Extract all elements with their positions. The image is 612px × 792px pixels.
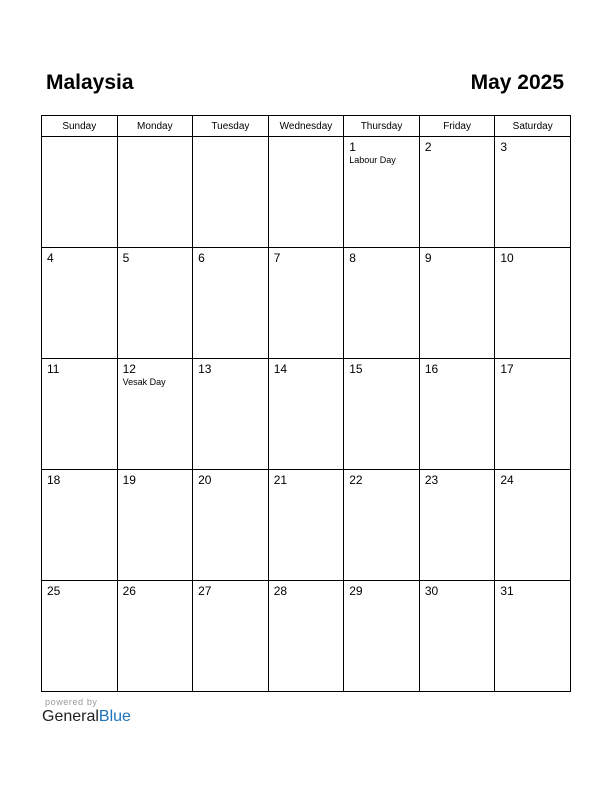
day-number: 2 bbox=[424, 140, 432, 154]
day-number: 3 bbox=[500, 140, 508, 154]
holiday-label: Vesak Day bbox=[122, 377, 166, 387]
day-cell bbox=[42, 470, 118, 581]
week-row bbox=[42, 248, 571, 359]
day-number: 29 bbox=[349, 584, 363, 598]
day-number: 18 bbox=[47, 473, 61, 487]
brand-text-general: General bbox=[42, 708, 99, 725]
day-number: 12 bbox=[122, 362, 136, 376]
day-cell bbox=[495, 248, 571, 359]
week-row bbox=[42, 137, 571, 248]
day-cell bbox=[117, 581, 193, 692]
weekday-header: Friday bbox=[419, 116, 495, 137]
day-cell bbox=[495, 470, 571, 581]
day-cell bbox=[268, 359, 344, 470]
powered-by-label: powered by bbox=[45, 697, 98, 707]
day-cell bbox=[419, 248, 495, 359]
day-number: 22 bbox=[349, 473, 363, 487]
day-number: 13 bbox=[198, 362, 212, 376]
day-number: 5 bbox=[122, 251, 130, 265]
day-cell bbox=[495, 359, 571, 470]
day-cell bbox=[117, 470, 193, 581]
day-number: 11 bbox=[47, 362, 60, 376]
weekday-header: Sunday bbox=[42, 116, 118, 137]
month-year-title: May 2025 bbox=[470, 71, 564, 94]
day-cell bbox=[193, 248, 269, 359]
day-cell bbox=[268, 248, 344, 359]
day-number: 1 bbox=[349, 140, 356, 154]
day-number: 7 bbox=[273, 251, 281, 265]
day-cell bbox=[344, 248, 420, 359]
day-number: 24 bbox=[500, 473, 514, 487]
day-cell bbox=[495, 581, 571, 692]
day-cell bbox=[193, 470, 269, 581]
day-cell bbox=[268, 581, 344, 692]
week-row bbox=[42, 581, 571, 692]
day-number: 19 bbox=[122, 473, 136, 487]
day-number: 31 bbox=[500, 584, 514, 598]
day-number: 25 bbox=[47, 584, 61, 598]
day-cell bbox=[193, 359, 269, 470]
day-cell bbox=[344, 581, 420, 692]
day-cell bbox=[344, 359, 420, 470]
country-title: Malaysia bbox=[46, 71, 134, 94]
day-cell bbox=[193, 581, 269, 692]
day-number: 9 bbox=[424, 251, 432, 265]
weekday-header: Thursday bbox=[344, 116, 420, 137]
day-number: 27 bbox=[198, 584, 212, 598]
day-number: 15 bbox=[349, 362, 363, 376]
weekday-header: Tuesday bbox=[193, 116, 269, 137]
weekday-header: Monday bbox=[117, 116, 193, 137]
day-cell bbox=[419, 581, 495, 692]
day-cell bbox=[193, 137, 269, 248]
day-number: 14 bbox=[273, 362, 288, 376]
day-number: 30 bbox=[424, 584, 439, 598]
day-cell bbox=[42, 248, 118, 359]
weekday-header: Saturday bbox=[495, 116, 571, 137]
day-cell bbox=[268, 137, 344, 248]
day-cell bbox=[495, 137, 571, 248]
day-number: 28 bbox=[273, 584, 288, 598]
day-number: 26 bbox=[122, 584, 136, 598]
day-cell bbox=[419, 470, 495, 581]
week-row bbox=[42, 470, 571, 581]
day-number: 17 bbox=[500, 362, 514, 376]
day-number: 16 bbox=[424, 362, 439, 376]
day-number: 20 bbox=[198, 473, 212, 487]
day-cell bbox=[344, 137, 420, 248]
day-cell bbox=[42, 581, 118, 692]
day-number: 6 bbox=[198, 251, 205, 265]
day-cell bbox=[42, 359, 118, 470]
brand-text-blue: Blue bbox=[98, 708, 131, 725]
day-cell bbox=[117, 359, 193, 470]
day-number: 21 bbox=[273, 473, 288, 487]
weekday-header: Wednesday bbox=[268, 116, 344, 137]
day-number: 10 bbox=[500, 251, 514, 265]
day-number: 8 bbox=[349, 251, 356, 265]
day-cell bbox=[117, 248, 193, 359]
day-cell bbox=[344, 470, 420, 581]
week-row bbox=[42, 359, 571, 470]
day-number: 4 bbox=[47, 251, 54, 265]
day-cell bbox=[268, 470, 344, 581]
holiday-label: Labour Day bbox=[349, 155, 396, 165]
day-cell bbox=[419, 137, 495, 248]
day-cell bbox=[419, 359, 495, 470]
day-cell bbox=[117, 137, 193, 248]
weekday-header-row bbox=[42, 116, 571, 137]
generalblue-logo bbox=[42, 708, 131, 726]
day-cell bbox=[42, 137, 118, 248]
day-number: 23 bbox=[424, 473, 439, 487]
calendar-grid bbox=[41, 115, 571, 692]
